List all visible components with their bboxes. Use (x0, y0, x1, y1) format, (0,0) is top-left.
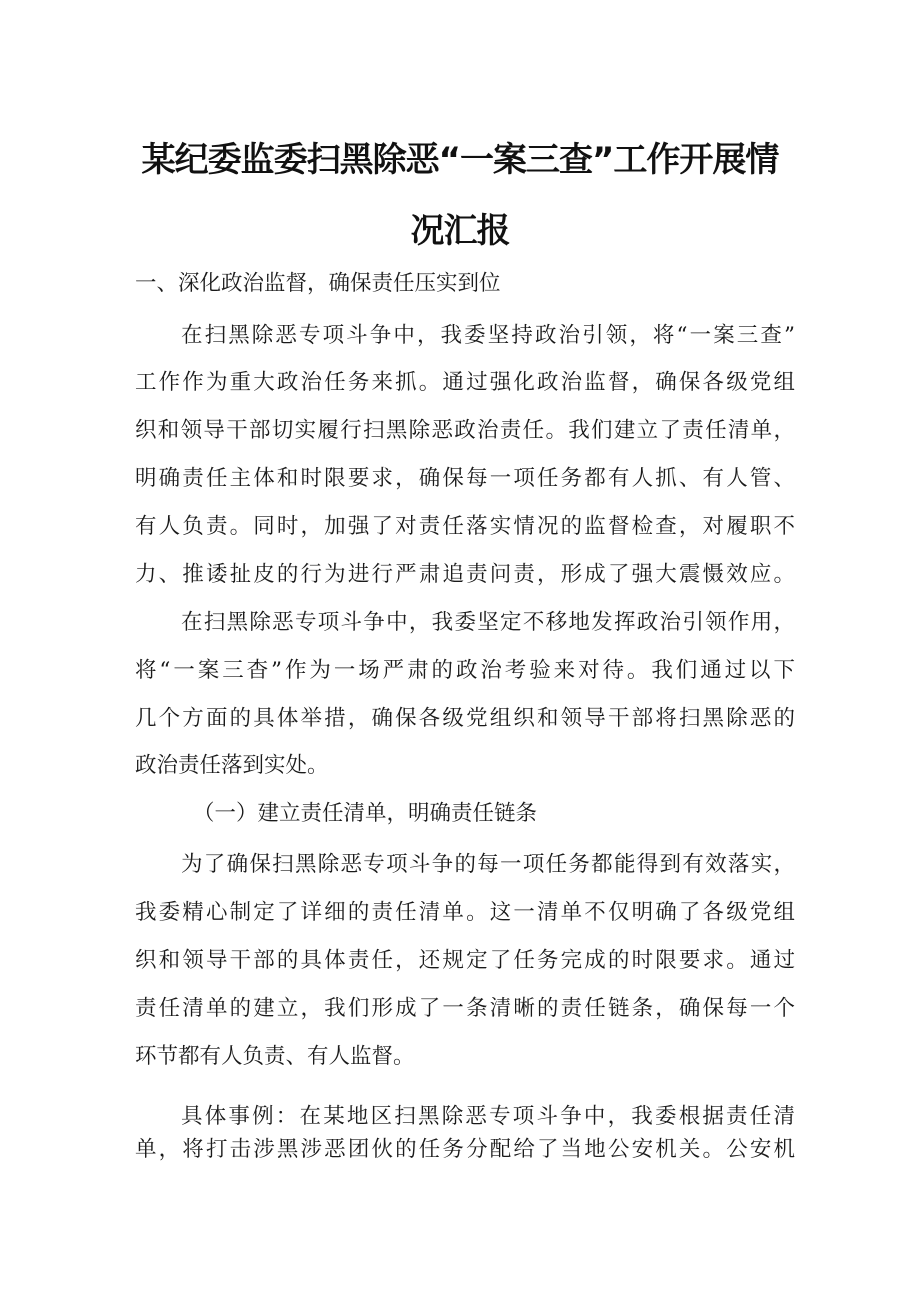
subsection-heading: （一）建立责任清单，明确责任链条 (193, 801, 538, 826)
paragraph-line: 在扫黑除恶专项斗争中，我委坚持政治引领，将“一案三查” (181, 323, 795, 348)
paragraph-line: 工作作为重大政治任务来抓。通过强化政治监督，确保各级党组 (135, 370, 795, 395)
paragraph-line: 几个方面的具体举措，确保各级党组织和领导干部将扫黑除恶的 (135, 706, 795, 731)
section-heading: 一、深化政治监督，确保责任压实到位 (135, 271, 501, 296)
paragraph-line: 将“一案三杳”作为一场严肃的政治考验来对待。我们通过以下 (135, 658, 795, 683)
paragraph-line: 具体事例：在某地区扫黑除恶专项斗争中，我委根据责任清 (181, 1104, 795, 1129)
paragraph-line: 明确责任主体和时限要求，确保每一项任务都有人抓、有人管、 (135, 466, 795, 491)
paragraph-line: 为了确保扫黑除恶专项斗争的每一项任务都能得到有效落实， (181, 852, 795, 877)
paragraph-line: 政治责任落到实处。 (135, 753, 329, 778)
paragraph-line: 责任清单的建立，我们形成了一条清晰的责任链条，确保每一个 (135, 996, 795, 1021)
document-title-line2: 况汇报 (410, 211, 510, 251)
paragraph-line: 单，将打击涉黑涉恶团伙的任务分配给了当地公安机关。公安机 (135, 1137, 795, 1162)
paragraph-line: 力、推诿扯皮的行为进行严肃追责问责，形成了强大震慑效应。 (135, 562, 795, 587)
paragraph-line: 有人负责。同时，加强了对责任落实情况的监督检查，对履职不 (135, 514, 795, 539)
paragraph-line: 在扫黑除恶专项斗争中，我委坚定不移地发挥政治引领作用， (181, 610, 795, 635)
paragraph-line: 织和领导干部切实履行扫黑除恶政治责任。我们建立了责任清单， (135, 418, 795, 443)
paragraph-line: 织和领导干部的具体责任，还规定了任务完成的时限要求。通过 (135, 948, 795, 973)
paragraph-line: 环节都有人负责、有人监督。 (135, 1044, 415, 1069)
document-title-line1: 某纪委监委扫黑除恶“一案三查”工作开展情 (141, 140, 779, 180)
paragraph-line: 我委精心制定了详细的责任清单。这一清单不仅明确了各级党组 (135, 900, 795, 925)
